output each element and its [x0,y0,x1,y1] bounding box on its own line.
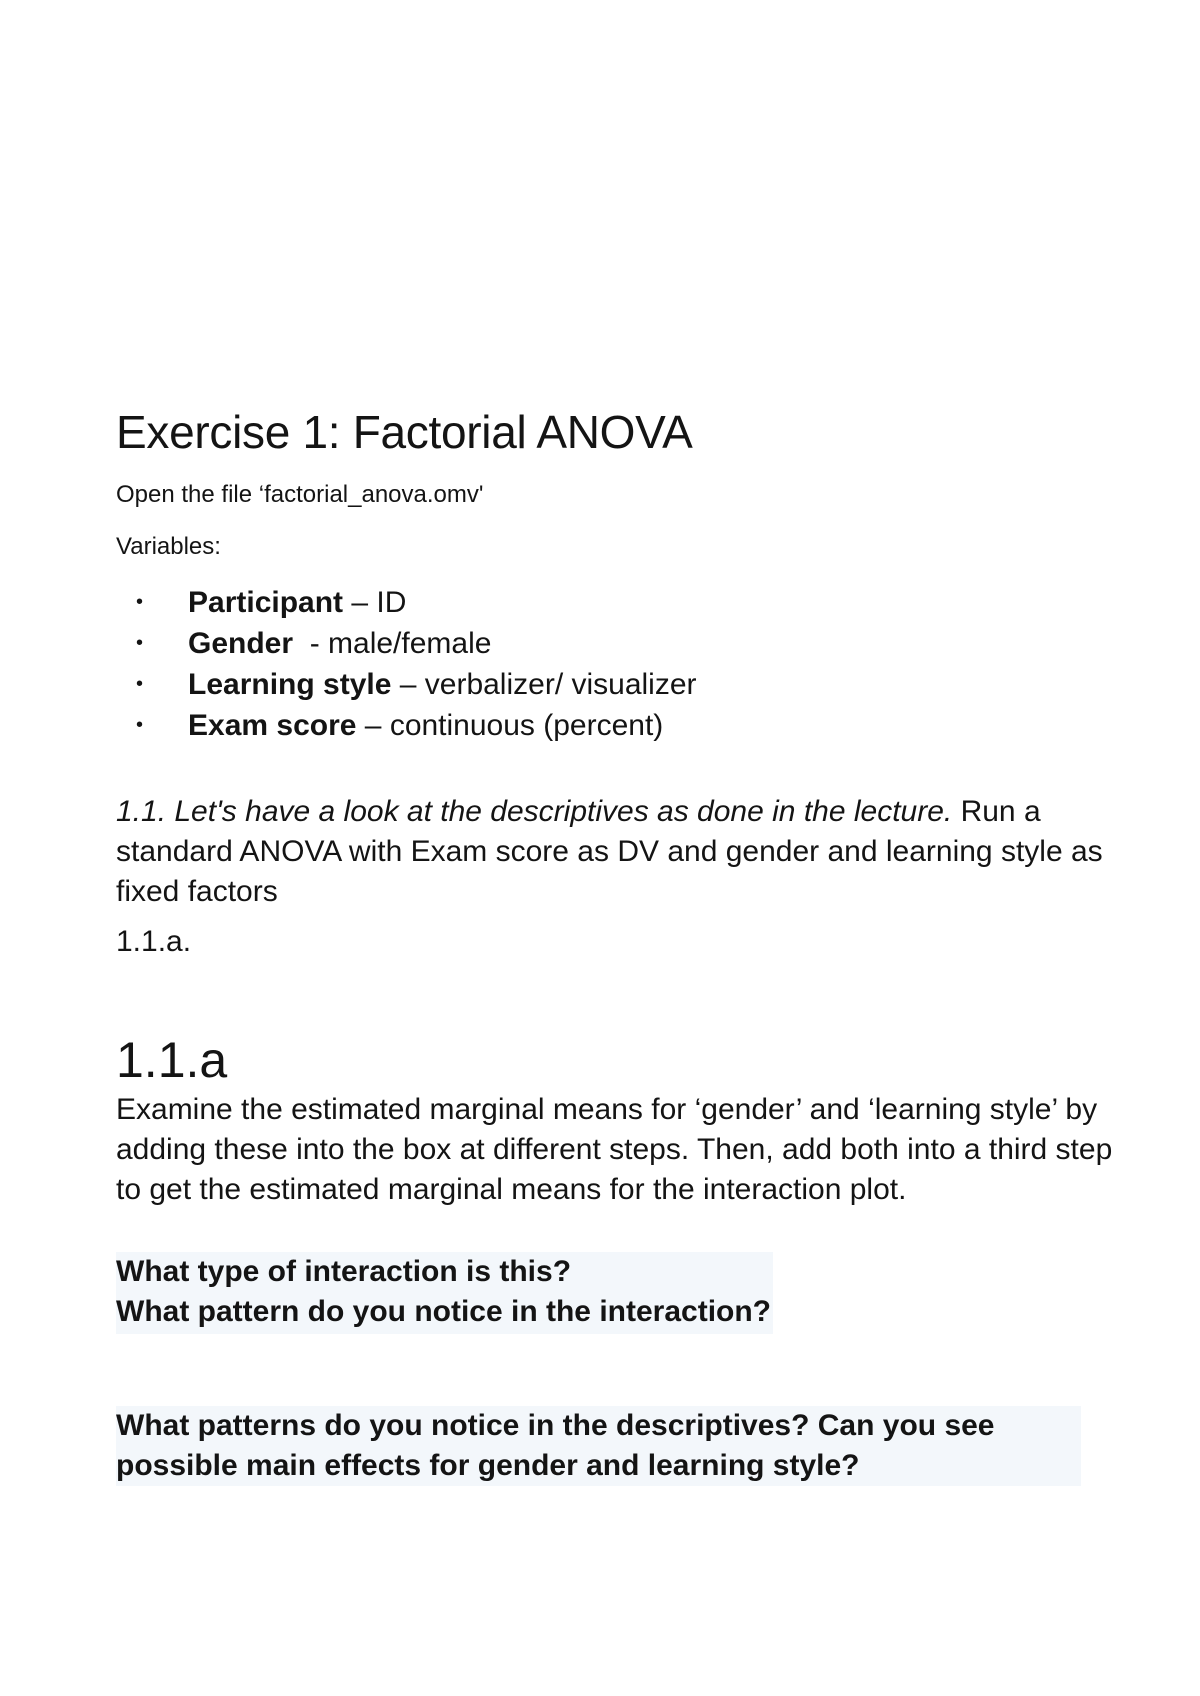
bullet-icon: • [136,673,144,695]
question-block-descriptives [116,1406,1081,1486]
open-file-instruction: Open the file ‘factorial_anova.omv' [116,481,484,508]
bullet-icon: • [136,632,144,654]
variable-item-exam-score [116,705,1116,746]
document-page [116,404,1116,1486]
section-1-1-a-body: Examine the estimated marginal means for ‘gender’ and ‘learning style’ by adding these into the box at different steps. Then, add both into a third step to get the estimated marginal means for the interaction plot. [116,1093,1113,1206]
variable-item-participant [116,582,1116,623]
variable-item-gender [116,623,1116,664]
variable-description: continuous (percent) [389,709,664,742]
variable-separator: – [343,586,377,619]
section-1-1-lead: 1.1. Let's have a look at the descriptives as done in the lecture. [116,795,953,828]
variable-separator: – [391,668,425,701]
question-interaction-type: What type of interaction is this? [116,1255,572,1288]
bullet-icon: • [136,591,144,613]
variable-name: Learning style [188,668,392,701]
question-descriptives-line-2: possible main effects for gender and learning style? [116,1449,860,1482]
question-descriptives-line-1: What patterns do you notice in the descriptives? Can you see [116,1409,995,1442]
variable-description: verbalizer/ visualizer [424,668,697,701]
question-interaction-pattern: What pattern do you notice in the interaction? [116,1295,772,1328]
variables-list [116,582,1116,746]
variable-description: ID [376,586,407,619]
section-1-1-paragraph [116,792,1116,912]
exercise-title: Exercise 1: Factorial ANOVA [116,406,693,458]
variables-label: Variables: [116,533,221,560]
variable-name: Participant [188,586,344,619]
section-1-1-text: Run a standard ANOVA with Exam score as DV and gender and learning style as fixed factors [116,795,1103,908]
variable-separator: – [356,709,390,742]
variable-item-learning-style [116,664,1116,705]
section-1-1-a-heading: 1.1.a [116,1032,228,1088]
variable-description: male/female [328,627,492,660]
variable-name: Gender [188,627,294,660]
variable-name: Exam score [188,709,357,742]
variable-separator: - [293,627,329,660]
question-block-interaction [116,1252,773,1334]
bullet-icon: • [136,714,144,736]
section-1-1-a-label: 1.1.a. [116,925,192,958]
